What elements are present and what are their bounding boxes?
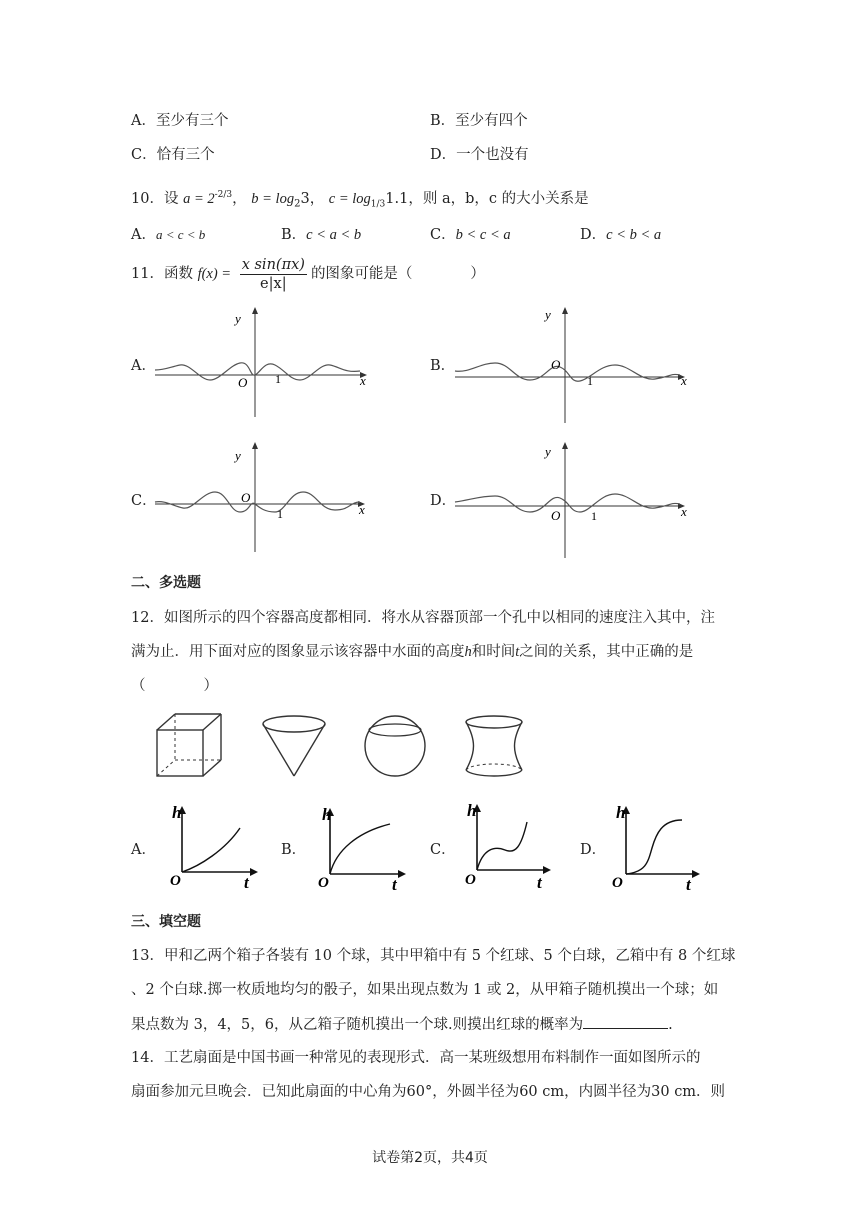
q10-prefix: 10．设 [131, 190, 179, 207]
svg-text:y: y [545, 307, 551, 322]
q10-b-arg: 3 [300, 190, 310, 207]
q11-curve-d [455, 494, 680, 512]
q10-option-a: A．a < c < b [131, 227, 206, 243]
q10-suffix: ，则 a，b，c 的大小关系是 [408, 190, 589, 207]
q11-graph-a [155, 305, 375, 420]
q14-line2: 扇面参加元旦晚会．已知此扇面的中心角为60°，外圆半径为60 cm，内圆半径为30 cm．则 [131, 1084, 726, 1100]
q10-c-expr: c = log [328, 190, 371, 207]
svg-text:1: 1 [591, 509, 597, 523]
svg-text:1: 1 [587, 374, 593, 388]
q11-label-b: B． [430, 358, 456, 374]
q9-option-b: B．至少有四个 [430, 113, 528, 129]
svg-text:x: x [359, 502, 365, 517]
page-footer: 试卷第2页，共4页 [372, 1150, 488, 1166]
svg-text:1: 1 [275, 372, 281, 386]
svg-text:t: t [686, 875, 691, 894]
q10-b-base: 2 [294, 198, 301, 210]
q11-stem: 11．函数 f(x) = $\frac{\text{x sin(πx)}}{e|x|}$ 的图象可能是（ ） [131, 256, 485, 292]
q12-cube-container [155, 712, 227, 780]
svg-text:O: O [551, 357, 561, 372]
svg-text:t: t [244, 873, 249, 892]
svg-text:O: O [238, 375, 248, 390]
q12-label-b: B． [281, 842, 307, 858]
q12-hourglass-container [460, 712, 530, 780]
q12-curve-c [477, 822, 527, 870]
q12-label-a: A． [131, 842, 156, 858]
svg-text:O: O [170, 873, 181, 889]
section-multi-choice: 二、多选题 [131, 575, 201, 591]
svg-text:y: y [235, 311, 241, 326]
svg-text:h: h [616, 803, 626, 822]
q13-line1: 13．甲和乙两个箱子各装有 10 个球，其中甲箱中有 5 个红球、5 个白球，乙箱中有 8 个红球 [131, 948, 736, 964]
q11-curve-a [155, 363, 360, 380]
section-fill-blank: 三、填空题 [131, 914, 201, 930]
q11-curve-b [455, 363, 680, 381]
q11-fx: f(x) = [197, 266, 232, 282]
q12-line3: （ ） [131, 678, 218, 694]
q12-graph-b [318, 800, 418, 894]
svg-text:O: O [551, 508, 561, 523]
q10-option-b: B．c < a < b [281, 227, 362, 243]
svg-text:y: y [545, 444, 551, 459]
svg-text:x: x [681, 373, 687, 388]
q12-curve-b [330, 824, 390, 874]
svg-text:1: 1 [277, 507, 283, 521]
q13-line2: 、2 个白球.掷一枚质地均匀的骰子，如果出现点数为 1 或 2，从甲箱子随机摸出一个球；如 [131, 982, 719, 998]
q12-sphere-container [360, 712, 432, 780]
q9-option-c: C．恰有三个 [131, 147, 215, 163]
q10-b-expr: b = log [251, 190, 295, 207]
svg-text:t: t [392, 875, 397, 894]
q11-label-a: A． [131, 358, 156, 374]
q10-a-expr: a = 2 [183, 190, 215, 207]
q11-graph-d [455, 440, 695, 560]
svg-text:y: y [235, 448, 241, 463]
q12-curve-a [182, 828, 240, 872]
q11-label-c: C． [131, 493, 157, 509]
q10-c-base: 1/3 [370, 199, 386, 210]
q11-label-d: D． [430, 493, 457, 509]
svg-text:O: O [465, 872, 476, 888]
q12-cone-container [260, 712, 330, 780]
svg-text:x: x [360, 373, 366, 388]
q12-graph-a [170, 800, 270, 890]
q12-line1: 12．如图所示的四个容器高度都相同．将水从容器顶部一个孔中以相同的速度注入其中，注 [131, 610, 715, 626]
q12-graph-c [463, 798, 563, 890]
q11-curve-c [155, 492, 360, 512]
q13-line3: 果点数为 3，4，5，6，从乙箱子随机摸出一个球.则摸出红球的概率为 . [131, 1014, 673, 1035]
svg-text:h: h [467, 801, 477, 820]
q11-graph-c [155, 440, 375, 555]
q14-line1: 14．工艺扇面是中国书画一种常见的表现形式．高一某班级想用布料制作一面如图所示的 [131, 1050, 701, 1066]
q10-a-exponent: -2/3 [214, 190, 233, 200]
q9-option-a: A．至少有三个 [131, 113, 229, 129]
q12-graph-d [612, 800, 712, 894]
svg-text:h: h [322, 805, 332, 824]
q11-graph-b [455, 305, 695, 425]
svg-text:t: t [537, 873, 542, 892]
svg-text:h: h [172, 803, 182, 822]
svg-text:x: x [681, 504, 687, 519]
q12-label-d: D． [580, 842, 607, 858]
q13-answer-blank[interactable] [583, 1014, 668, 1029]
q12-line2: 满为止．用下面对应的图象显示该容器中水面的高度h和时间t之间的关系，其中正确的是 [131, 644, 694, 660]
q9-option-d: D．一个也没有 [430, 147, 529, 163]
svg-text:O: O [612, 875, 623, 891]
q10-option-d: D．c < b < a [580, 227, 662, 243]
svg-text:O: O [241, 490, 251, 505]
q12-curve-d [626, 820, 682, 874]
svg-text:O: O [318, 875, 329, 891]
q12-label-c: C． [430, 842, 456, 858]
q10-c-arg: 1.1 [385, 190, 409, 207]
q10-option-c: C．b < c < a [430, 227, 511, 243]
q10-stem: 10．设 $a = 2^{-2/3}$， $b = \log_23$， $c = \log_{1/3}1.1$，则 a，b，c 的大小关系是 [131, 190, 589, 210]
q11-fraction: $\frac{\text{x sin(πx)}}{e|x|}$ [241, 256, 305, 292]
